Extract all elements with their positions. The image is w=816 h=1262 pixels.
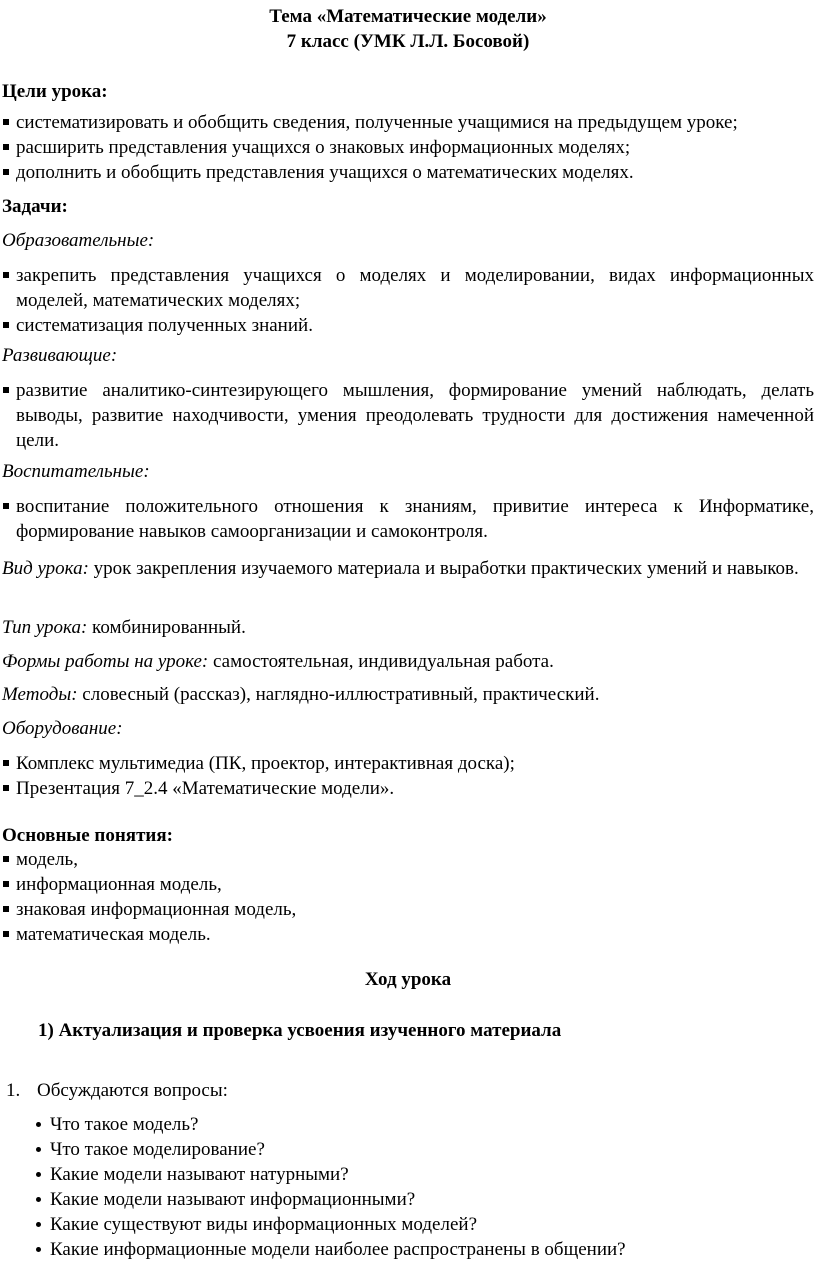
list-item: Что такое модель? [32, 1112, 626, 1137]
document-subtitle: 7 класс (УМК Л.Л. Босовой) [286, 31, 530, 52]
equipment-list [0, 751, 814, 801]
course-heading: Ход урока [364, 969, 452, 990]
lesson-type-text: комбинированный. [87, 617, 246, 638]
work-forms-text: самостоятельная, индивидуальная работа. [208, 651, 554, 672]
list-item: развитие аналитико-синтезирующего мышления, формирование умений наблюдать, делать выводы, развитие находчивости, умения преодолевать трудности для достижения намеченной цели. [0, 378, 814, 453]
lesson-kind [2, 556, 814, 581]
questions-list [32, 1112, 626, 1262]
work-forms [2, 649, 814, 674]
document-title: Тема «Математические модели» [269, 6, 547, 27]
list-item: Какие модели называют информационными? [32, 1187, 626, 1212]
lesson-kind-label: Вид урока: [2, 558, 89, 579]
list-item: дополнить и обобщить представления учащихся о математических моделях. [0, 160, 814, 185]
developing-label: Развивающие: [2, 345, 118, 366]
list-item: Презентация 7_2.4 «Математические модели». [0, 776, 814, 801]
section1-heading: 1) Актуализация и проверка усвоения изученного материала [38, 1020, 562, 1041]
tasks-heading: Задачи: [2, 196, 68, 217]
methods [2, 682, 814, 707]
educational-list [0, 263, 814, 338]
educational-label: Образовательные: [2, 230, 155, 251]
methods-text: словесный (рассказ), наглядно-иллюстративный, практический. [77, 684, 600, 705]
list-item: расширить представления учащихся о знаковых информационных моделях; [0, 135, 814, 160]
list-item: систематизация полученных знаний. [0, 313, 814, 338]
list-item: модель, [0, 847, 814, 872]
developing-list [0, 378, 814, 453]
lesson-kind-text: урок закрепления изучаемого материала и выработки практических умений и навыков. [88, 558, 799, 579]
equipment-label: Оборудование: [2, 718, 123, 739]
discussion-text: Обсуждаются вопросы: [37, 1080, 228, 1101]
list-item: Какие модели называют натурными? [32, 1162, 626, 1187]
list-item: Что такое моделирование? [32, 1137, 626, 1162]
list-item: Комплекс мультимедиа (ПК, проектор, интерактивная доска); [0, 751, 814, 776]
concepts-heading: Основные понятия: [2, 825, 173, 846]
goals-heading: Цели урока: [2, 81, 108, 102]
upbringing-list [0, 494, 814, 544]
lesson-type [2, 615, 814, 640]
item-number: 1. [6, 1080, 21, 1101]
goals-list [0, 110, 814, 185]
work-forms-label: Формы работы на уроке: [2, 651, 209, 672]
list-item: математическая модель. [0, 922, 814, 947]
methods-label: Методы: [2, 684, 78, 705]
list-item: Какие существуют виды информационных моделей? [32, 1212, 626, 1237]
list-item: информационная модель, [0, 872, 814, 897]
list-item: закрепить представления учащихся о моделях и моделировании, видах информационных моделей, математических моделях; [0, 263, 814, 313]
list-item: знаковая информационная модель, [0, 897, 814, 922]
concepts-list [0, 847, 814, 947]
upbringing-label: Воспитательные: [2, 461, 150, 482]
discussion-item [6, 1078, 228, 1103]
list-item: воспитание положительного отношения к знаниям, привитие интереса к Информатике, формирование навыков самоорганизации и самоконтроля. [0, 494, 814, 544]
list-item: Какие информационные модели наиболее распространены в общении? [32, 1237, 626, 1262]
list-item: систематизировать и обобщить сведения, полученные учащимися на предыдущем уроке; [0, 110, 814, 135]
lesson-type-label: Тип урока: [2, 617, 88, 638]
